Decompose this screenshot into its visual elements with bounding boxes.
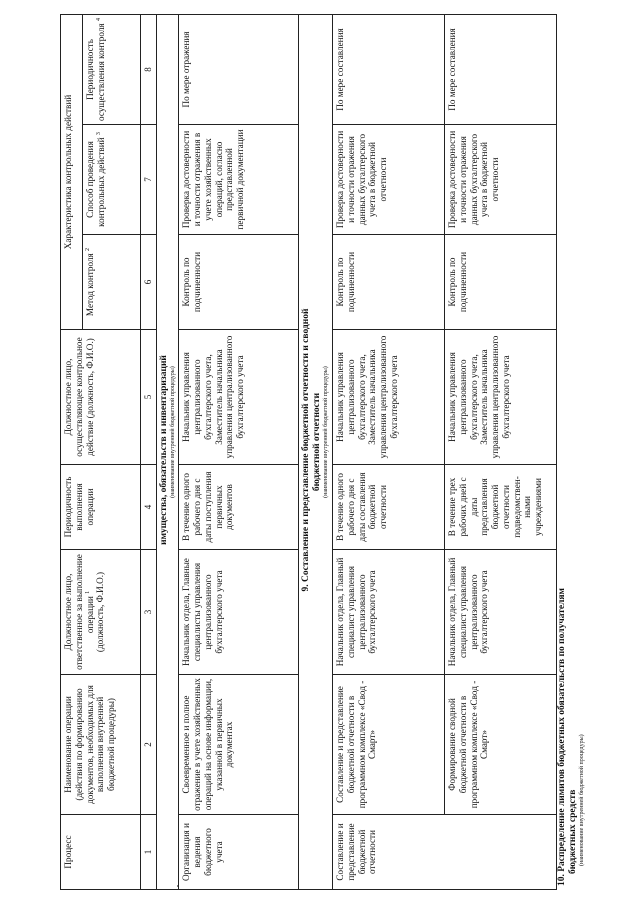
column-number: 6	[141, 235, 157, 330]
process-cell: Организация и ведения бюджетного учета	[179, 815, 299, 890]
section-prev-title-cell	[156, 15, 179, 890]
header-control-period-text: Периодичность осуществления контроля	[85, 23, 106, 121]
controller-cell: Начальник управления централизованного бухгалтерского учета, Заместитель начальника управления централизованного бухгалтерского учета	[179, 330, 299, 465]
controller-cell: Начальник управления централизованного бухгалтерского учета, Заместитель начальника управления централизованного бухгалтерского учета	[445, 330, 557, 465]
header-method	[83, 235, 141, 330]
header-way-text: Способ проведения контрольных действий	[85, 137, 106, 227]
section-10-title-cont: бюджетных средств	[567, 789, 578, 874]
period-cell: В течение трех рабочих дней с даты представления бюджетной отчетности подведомствен-ными учреждениями	[445, 465, 557, 550]
way-cell: Проверка достоверности и точности отражения в учете хозяйственных операций, согласно представленной первичной документации	[179, 125, 299, 235]
column-number: 8	[141, 15, 157, 125]
header-control-characteristics: Характеристика контрольных действий	[61, 15, 83, 330]
footnote-mark: 4	[95, 18, 102, 22]
column-number: 2	[141, 675, 157, 815]
section-9-title-row	[299, 15, 333, 890]
column-number: 7	[141, 125, 157, 235]
header-responsible-text: Должностное лицо, ответственное за выполнение операции	[63, 554, 95, 670]
header-row-1	[61, 15, 83, 890]
column-number-row	[141, 15, 157, 890]
responsible-cell: Начальник отдела, Главный специалист управления централизованного бухгалтерского учета	[333, 550, 445, 675]
way-cell: Проверка достоверности и точности отражения данных бухгалтерского учета в бюджетной отчетности	[333, 125, 445, 235]
column-number: 1	[141, 815, 157, 890]
column-number: 3	[141, 550, 157, 675]
process-cell: Составление и представление бюджетной отчетности	[333, 815, 557, 890]
table-row	[445, 15, 557, 890]
section-9-title-cell	[299, 15, 333, 890]
controller-cell: Начальник управления централизованного бухгалтерского учета, Заместитель начальника управления централизованного бухгалтерского учета	[333, 330, 445, 465]
control-period-cell: По мере составления	[445, 15, 557, 125]
control-period-cell: По мере составления	[333, 15, 445, 125]
section-prev-title: имущества, обязательств и инвентаризаций	[158, 355, 169, 545]
header-method-text: Метод контроля	[85, 253, 96, 317]
way-cell: Проверка достоверности и точности отражения данных бухгалтерского учета в бюджетной отчетности	[445, 125, 557, 235]
header-operation: Наименование операции (действия по формированию документов, необходимых для выполнения внутренней бюджетной процедуры)	[61, 675, 141, 815]
operation-cell: Формирование сводной бюджетной отчетности в программном комплексе «Свод - Смарт»	[445, 675, 557, 815]
header-control-period	[83, 15, 141, 125]
table-row	[179, 15, 299, 890]
footnote-mark: 1	[84, 590, 91, 594]
footnote-mark: 3	[95, 132, 102, 136]
table-row	[333, 15, 445, 890]
period-cell: В течение одного рабочего дня с даты поступления первичных документов	[179, 465, 299, 550]
section-10-subtitle: (наименование внутренней бюджетной процедуры)	[578, 734, 585, 866]
section-9-title-cont: бюджетной отчетности	[312, 392, 323, 492]
section-9-subtitle: (наименование внутренней бюджетной процедуры)	[323, 366, 330, 498]
method-cell: Контроль по подчиненности	[333, 235, 445, 330]
method-cell: Контроль по подчиненности	[445, 235, 557, 330]
responsible-cell: Начальник отдела, Главный специалист управления централизованного бухгалтерского учета	[445, 550, 557, 675]
column-number: 5	[141, 330, 157, 465]
period-cell: В течение одного рабочего дня с даты составления бюджетной отчетности	[333, 465, 445, 550]
section-10-title-line: 10. Распределение лимитов бюджетных обязательств по получателям	[557, 587, 567, 886]
header-way	[83, 125, 141, 235]
section-9-title: 9. Составление и представление бюджетной отчетности и сводной	[301, 308, 312, 592]
method-cell: Контроль по подчиненности	[179, 235, 299, 330]
column-number: 4	[141, 465, 157, 550]
rotated-register-table	[60, 15, 585, 890]
footnote-mark: 2	[85, 247, 91, 251]
header-process: Процесс	[61, 815, 141, 890]
section-prev-subtitle: (наименование внутренней бюджетной процедуры)	[169, 366, 176, 498]
responsible-cell: Начальник отдела, Главные специалисты управления централизованного бухгалтерского учета	[179, 550, 299, 675]
control-period-cell: По мере отражения	[179, 15, 299, 125]
header-responsible	[61, 550, 141, 675]
control-register-table	[60, 14, 557, 890]
section-10-title	[557, 588, 585, 886]
header-responsible-tail: (должность, Ф.И.О.)	[95, 571, 106, 653]
operation-cell: Составление и представление бюджетной отчетности в программном комплексе «Свод - Смарт»	[333, 675, 445, 815]
operation-cell: Своевременное и полное отражение в учете хозяйственных операций на основе информации, указанной в первичных документах	[179, 675, 299, 815]
section-prev-title-row	[156, 15, 179, 890]
header-period: Периодичность выполнения операции	[61, 465, 141, 550]
header-controller: Должностное лицо, осуществляющее контрольное действие (должность, Ф.И.О.)	[61, 330, 141, 465]
